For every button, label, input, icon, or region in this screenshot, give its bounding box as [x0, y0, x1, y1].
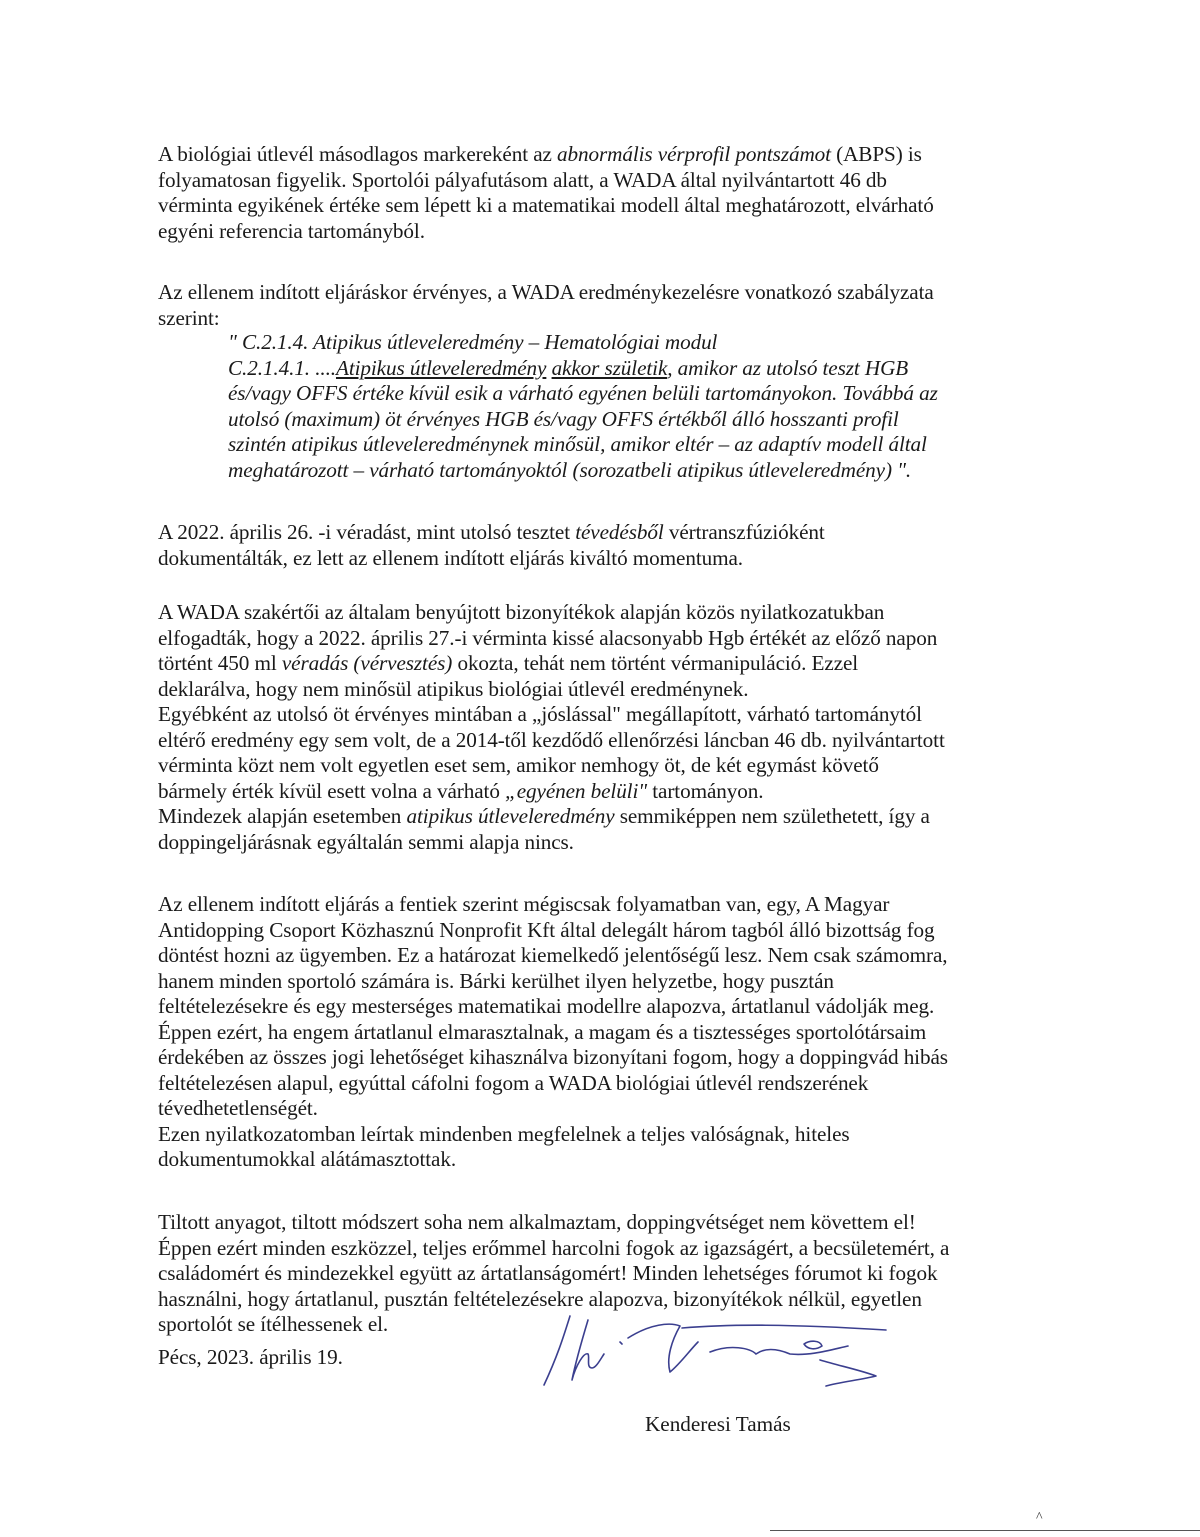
paragraph-proceedings — [158, 892, 1058, 1173]
text-line: hanem minden sportoló számára is. Bárki kerülhet ilyen helyzetbe, hogy pusztán — [158, 968, 834, 993]
text-line: családomért és mindezekkel együtt az ártatlanságomért! Minden lehetséges fórumot ki fogok — [158, 1261, 938, 1285]
underlined-term: akkor születik — [551, 355, 668, 380]
text-line: Éppen ezért, ha engem ártatlanul elmarasztalnak, a magam és a tisztességes sportolótársaim — [158, 1019, 927, 1044]
text-line: tévedhetetlenségét. — [158, 1096, 318, 1120]
text-line: Egyébként az utolsó öt érvényes mintában a „jóslással" megállapított, várható tartománytól — [158, 702, 922, 726]
text-line: döntést hozni az ügyemben. Ez a határozat kiemelkedő jelentőségű lesz. Nem csak számomra, — [158, 943, 948, 967]
signature-stroke — [544, 1316, 570, 1385]
signature-stroke — [820, 1360, 876, 1386]
text-line: vérminta közt nem volt egyetlen eset sem, amikor nemhogy öt, de két egymást követő — [158, 753, 879, 777]
quote-line: szintén atipikus útleveleredménynek minősül, amikor eltér – az adaptív modell által — [228, 432, 927, 456]
handwritten-signature — [530, 1310, 900, 1415]
text-line: eltérő eredmény egy sem volt, de a 2014-től kezdődő ellenőrzési láncban 46 db. nyilvántartott — [158, 727, 945, 752]
signature-stroke — [804, 1341, 822, 1349]
text-line: egyéni referencia tartományból. — [158, 218, 425, 243]
text-line: Ezen nyilatkozatomban leírtak mindenben megfelelnek a teljes valóságnak, hiteles — [158, 1121, 850, 1146]
quote-line: utolsó (maximum) öt érvényes HGB és/vagy OFFS értékből álló hosszanti profil — [228, 406, 899, 431]
footer-rule — [770, 1530, 1200, 1531]
text-line: Antidopping Csoport Közhasznú Nonprofit Kft által delegált három tagból álló bizottság fog — [158, 917, 935, 942]
text-line: szerint: — [158, 305, 220, 330]
text-line: bármely érték kívül esett volna a várható „egyénen belüli" tartományon. — [158, 778, 764, 803]
paragraph-rules-intro — [158, 280, 1058, 331]
text-line: Tiltott anyagot, tiltott módszert soha nem alkalmaztam, doppingvétséget nem követtem el! — [158, 1210, 916, 1234]
text-line: deklarálva, hogy nem minősül atipikus biológiai útlevél eredménynek. — [158, 676, 749, 701]
signer-name: Kenderesi Tamás — [645, 1412, 791, 1436]
text-line: történt 450 ml véradás (vérvesztés) okozta, tehát nem történt vérmanipuláció. Ezzel — [158, 651, 859, 675]
signature-stroke — [682, 1325, 886, 1330]
regulation-quote — [228, 330, 1048, 483]
italic-term: „egyénen belüli" — [505, 778, 648, 803]
text-line: Éppen ezért minden eszközzel, teljes erőmmel harcolni fogok az igazságért, a becsületemért, a — [158, 1235, 950, 1260]
text-line: doppingeljárásnak egyáltalán semmi alapja nincs. — [158, 829, 574, 854]
text-line: sportolót se ítélhessenek el. — [158, 1312, 389, 1336]
underlined-term: Atipikus útleveleredmény — [335, 355, 547, 380]
quote-line: " C.2.1.4. Atipikus útleveleredmény – Hematológiai modul — [228, 330, 718, 354]
text-line: feltételezésekre és egy mesterséges matematikai modellre alapozva, ártatlanul vádolják meg. — [158, 994, 935, 1018]
text-line: vérminta egyikének értéke sem lépett ki a matematikai modell által meghatározott, elvárható — [158, 193, 934, 217]
page-corner-mark: ^ — [1036, 1510, 1043, 1525]
text-line: Mindezek alapján esetemben atipikus útleveleredmény semmiképpen nem születhetett, így a — [158, 804, 930, 828]
text-line: elfogadták, hogy a 2022. április 27.-i vérminta kissé alacsonyabb Hgb értékét az előző napon — [158, 625, 938, 650]
quote-line: és/vagy OFFS értéke kívül esik a várható egyénen belüli tartományokon. Továbbá az — [228, 381, 938, 405]
italic-term: tévedésből — [575, 520, 664, 544]
signature-stroke — [710, 1346, 848, 1354]
text-line: Az ellenem indított eljárás a fentiek szerint mégiscsak folyamatban van, egy, A Magyar — [158, 892, 890, 916]
signature-stroke — [572, 1320, 604, 1380]
text-line: dokumentumokkal alátámasztottak. — [158, 1147, 457, 1171]
text-line: érdekében az összes jogi lehetőséget kihasználva bizonyítani fogom, hogy a doppingvád hibás — [158, 1045, 948, 1069]
text-line: Az ellenem indított eljáráskor érvényes, a WADA eredménykezelésre vonatkozó szabályzata — [158, 280, 934, 304]
text-line: A 2022. április 26. -i véradást, mint utolsó tesztet tévedésből vértranszfúzióként — [158, 520, 825, 544]
italic-term: atipikus útleveleredmény — [406, 804, 615, 828]
paragraph-wada-experts — [158, 600, 1058, 855]
paragraph-transfusion — [158, 520, 1058, 571]
italic-term: véradás (vérvesztés) — [281, 651, 453, 675]
quote-line: C.2.1.4.1. ....Atipikus útleveleredmény akkor születik, amikor az utolsó teszt HGB — [228, 355, 909, 380]
quote-line: meghatározott – várható tartományoktól (sorozatbeli atipikus útleveleredmény) ". — [228, 457, 912, 482]
text-line: feltételezésen alapul, egyúttal cáfolni fogom a WADA biológiai útlevél rendszerének — [158, 1070, 869, 1095]
text-line: folyamatosan figyelik. Sportolói pályafutásom alatt, a WADA által nyilvántartott 46 db — [158, 167, 887, 192]
text-line: A biológiai útlevél másodlagos markereként az abnormális vérprofil pontszámot (ABPS) is — [158, 142, 922, 166]
place-date: Pécs, 2023. április 19. — [158, 1345, 343, 1369]
text-line: dokumentálták, ez lett az ellenem indított eljárás kiváltó momentuma. — [158, 545, 743, 570]
paragraph-abps — [158, 142, 1058, 244]
signature-stroke — [620, 1342, 622, 1344]
italic-term: abnormális vérprofil pontszámot — [557, 142, 831, 166]
signature-stroke — [628, 1324, 698, 1372]
text-line: A WADA szakértői az általam benyújtott bizonyítékok alapján közös nyilatkozatukban — [158, 600, 885, 624]
text-line: használni, hogy ártatlanul, pusztán feltételezésekre alapozva, bizonyítékok nélkül, egyetlen — [158, 1286, 922, 1311]
